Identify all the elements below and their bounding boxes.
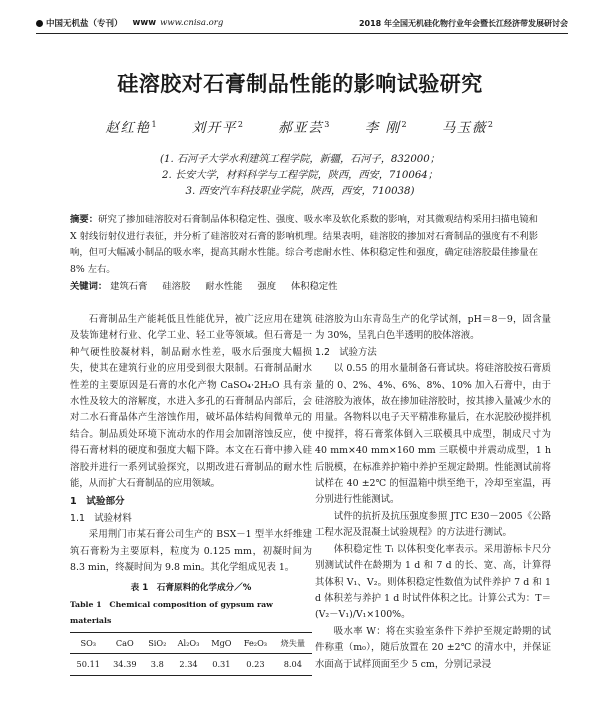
author-affil-mark: 1 <box>151 119 159 129</box>
author <box>192 120 245 136</box>
table-header-row <box>70 632 312 653</box>
journal-logo-icon <box>36 20 43 27</box>
paper-title: 硅溶胶对石膏制品性能的影响试验研究 <box>117 72 483 96</box>
table-row <box>70 654 312 675</box>
affiliation: (1. 石河子大学水利建筑工程学院，新疆，石河子，832000； <box>160 154 440 165</box>
table-cell: 0.31 <box>212 659 231 670</box>
keyword: 硅溶胶 <box>162 281 191 292</box>
table-caption-en: Table 1 Chemical composition of gypsum raw materials <box>70 599 273 626</box>
section-heading: 1 试验部分 <box>70 496 125 508</box>
running-header <box>36 14 568 32</box>
left-column <box>70 312 312 676</box>
affiliation: 3. 西安汽车科技职业学院，陕西，西安，710038) <box>185 186 415 197</box>
volume-stability-paragraph: 体积稳定性 Tₗ 以体积变化率表示。采用游标卡尺分别测试试件在龄期为 1 d 和 7 d 的长、宽、高，计算得其体积 V₁、V₂。则体积稳定性数值为试件养护 7 d 和 1 d 体积差与养护 1 d 时试件体积之比。计算公式为：T＝(V₂－V₁)/V₁×100%。 <box>315 543 551 621</box>
conference-name: 2018 年全国无机硅化物行业年会暨长江经济带发展研讨会 <box>358 18 568 28</box>
author-name: 赵红艳 <box>105 120 151 136</box>
keywords-label: 关键词： <box>70 281 108 292</box>
abstract <box>70 212 538 278</box>
journal-url[interactable]: www.cnisa.org <box>160 18 224 28</box>
keywords <box>70 279 538 296</box>
table-header-cell: CaO <box>115 637 134 648</box>
table-cell: 3.8 <box>150 659 164 670</box>
water-absorption-paragraph: 吸水率 W：将在实验室条件下养护至规定龄期的试件称重（m₀），随后放置在 20 ±2℃ 的清水中，并保证水面高于试样顶面至少 5 cm，分别记录浸 <box>315 625 551 670</box>
right-column <box>315 312 551 673</box>
author-list <box>0 116 600 136</box>
table-header-cell: Fe₂O₃ <box>243 637 268 648</box>
affiliation: 2. 长安大学，材料科学与工程学院，陕西，西安，710064； <box>162 170 438 181</box>
abstract-text: 研究了掺加硅溶胶对石膏制品体积稳定性、强度、吸水率及软化系数的影响，对其微观结构采用扫描电镜和 X 射线衍射仪进行表征，并分析了硅溶胶对石膏的影响机理。结果表明，硅溶胶的掺加对石膏制品的强度有不利影响，但可大幅减小制品的吸水率，提高其耐水性能。综合考虑耐水性、体积稳定性和强度，确定硅溶胶最佳掺量在 8% 左右。 <box>70 214 538 275</box>
www-mark: www <box>132 18 157 28</box>
author-affil-mark: 3 <box>324 119 331 129</box>
author <box>278 120 331 136</box>
method-paragraph: 以 0.55 的用水量制备石膏试块。将硅溶胶按石膏质量的 0、2%、4%、6%、8%、10% 加入石膏中，由于硅溶胶为液体，故在掺加硅溶胶时，按其掺入量减少水的用量。各物料以电子天平精准称量后，在水泥胶砂搅拌机中搅拌，将石膏浆体倒入三联模具中成型，制成尺寸为 40 mm×40 mm×160 mm 三联模中并震动成型，1 h 后脱模，在标准养护箱中养护至规定龄期。性能测试前将试样在 40 ±2℃ 的恒温箱中烘至绝干，冷却至室温，再分别进行性能测试。 <box>315 363 551 506</box>
author-affil-mark: 2 <box>401 119 409 129</box>
author-affil-mark: 2 <box>237 119 245 129</box>
strength-paragraph: 试件的抗折及抗压强度参照 JTC E30－2005《公路工程水泥及混凝土试验规程》的方法进行测试。 <box>315 510 551 539</box>
author-name: 马玉薇 <box>441 120 487 136</box>
author-name: 郝亚芸 <box>278 120 324 136</box>
table-cell: 0.23 <box>246 659 265 670</box>
keyword: 体积稳定性 <box>290 281 338 292</box>
author <box>365 120 408 136</box>
subsection-heading: 1.1 试验材料 <box>70 512 132 524</box>
table-cell: 34.39 <box>113 659 137 670</box>
author-name: 刘开平 <box>191 120 237 136</box>
table-caption-cn: 表 1 石膏原料的化学成分／% <box>130 582 252 593</box>
silica-sol-paragraph: 硅溶胶为山东青岛生产的化学试剂，pH＝8－9，固含量为 30%，呈乳白色半透明的胶体溶液。 <box>315 314 551 342</box>
table-header-cell: SiO₂ <box>148 637 167 648</box>
table-header-cell: 烧失量 <box>280 637 306 648</box>
author <box>442 120 495 136</box>
journal-name: 中国无机盐（专刊） <box>46 19 123 29</box>
table-cell: 8.04 <box>283 659 302 670</box>
table-header-cell: MgO <box>211 637 232 648</box>
keyword: 耐水性能 <box>205 281 243 292</box>
author <box>106 120 159 136</box>
table-header-cell: Al₂O₃ <box>177 637 200 648</box>
keyword: 建筑石膏 <box>110 281 148 292</box>
table-cell: 50.11 <box>76 659 100 670</box>
table-header-cell: SO₃ <box>80 637 97 648</box>
materials-paragraph: 采用荆门市某石膏公司生产的 BSX－1 型半水纤维建筑石膏粉为主要原料，粒度为 0.125 mm，初凝时间为 8.3 min，终凝时间为 9.8 min。其化学组成见表 1。 <box>70 529 312 574</box>
subsection-heading: 1.2 试验方法 <box>315 346 377 358</box>
keyword: 强度 <box>257 281 276 292</box>
intro-paragraph: 石膏制品生产能耗低且性能优异，被广泛应用在建筑及装饰建材行业、化学工业、轻工业等领域。但石膏是一种气硬性胶凝材料，制品耐水性差，吸水后强度大幅损失，使其在建筑行业的应用受到很大限制。石膏制品耐水性差的主要原因是石膏的水化产物 CaSO₄·2H₂O 具有亲水性及较大的溶解度，水进入多孔的石膏制品内部后，会对二水石膏晶体产生溶蚀作用，破坏晶体结构间微单元的结合。制品质处环境下流动水的作用会加剧溶蚀反应，使得石膏材料的硬度和强度大幅下降。本文在石膏中掺入硅溶胶并进行一系列试验探究，以期改进石膏制品的耐水性能，从而扩大石膏制品的应用领域。 <box>70 314 312 490</box>
table-cell: 2.34 <box>179 659 198 670</box>
abstract-label: 摘要： <box>70 214 99 225</box>
composition-table <box>70 632 312 676</box>
affiliation-list <box>0 152 600 200</box>
author-name: 李 刚 <box>364 120 401 136</box>
author-affil-mark: 2 <box>487 119 495 129</box>
header-rule <box>36 33 568 34</box>
